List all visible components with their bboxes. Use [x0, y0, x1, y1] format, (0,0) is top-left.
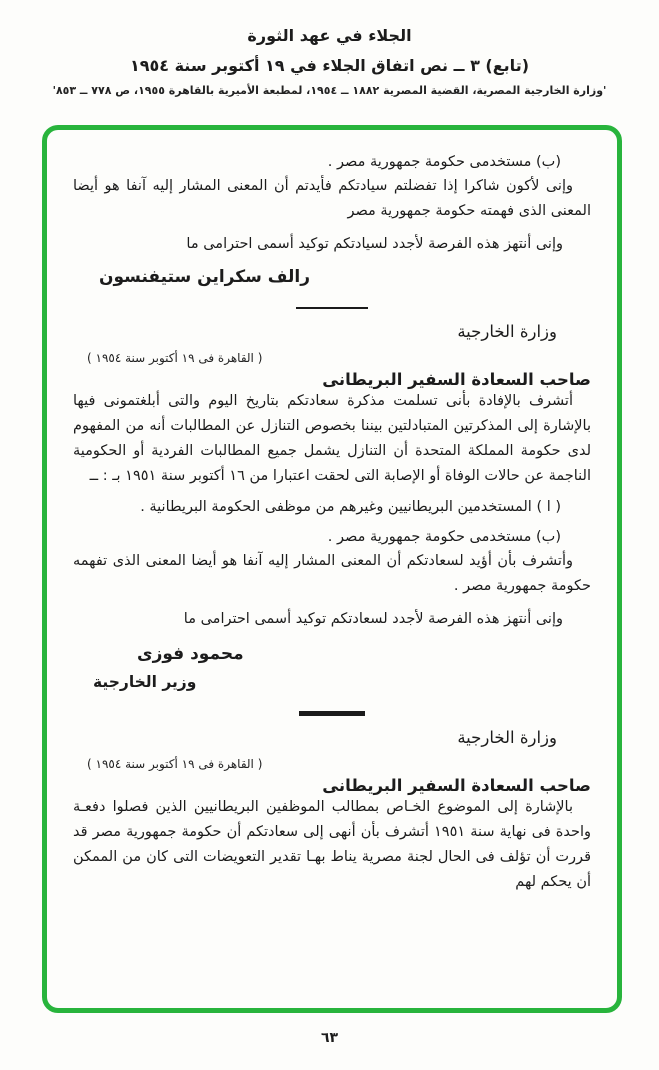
letter2-list-item-a: ( ا ) المستخدمين البريطانيين وغيرهم من موظفى الحكومة البريطانية .: [140, 498, 561, 515]
section-divider-thick: [299, 711, 365, 716]
letter2-closing: وإنى أنتهز هذه الفرصة لأجدد لسعادتكم توكيد أسمى احترامى ما: [183, 611, 563, 628]
letter2-confirmation-paragraph: وأتشرف بأن أؤيد لسعادتكم أن المعنى المشار إليه آنفا هو أيضا المعنى الذى تفهمه حكومة جمهورية مصر .: [73, 553, 591, 595]
letter2-salutation: صاحب السعادة السفير البريطانى: [322, 370, 591, 390]
letter2-signature-title: وزير الخارجية: [93, 673, 197, 692]
section-subtitle: (تابع) ٣ ــ نص اتفاق الجلاء في ١٩ أكتوبر سنة ١٩٥٤: [129, 56, 530, 75]
letter2-ministry-heading: وزارة الخارجية: [457, 322, 557, 342]
letter2-date: ( القاهرة فى ١٩ أكتوبر سنة ١٩٥٤ ): [87, 351, 263, 366]
letter3-date: ( القاهرة فى ١٩ أكتوبر سنة ١٩٥٤ ): [87, 757, 263, 772]
letter3-salutation: صاحب السعادة السفير البريطانى: [322, 776, 591, 796]
book-chapter-title: الجلاء في عهد الثورة: [247, 26, 412, 45]
source-citation: 'وزارة الخارجية المصرية، القضية المصرية ١٨٨٢ ــ ١٩٥٤، لمطبعة الأميرية بالقاهرة ١٩٥٥، ص ٧٧٨ ــ ٨٥٣': [52, 84, 607, 97]
section-divider-thin: [296, 307, 368, 309]
letter2-body: أتشرف بالإفادة بأنى تسلمت مذكرة سعادتكم بتاريخ اليوم والتى أبلغتمونى فيها بالإشارة إلى المذكرتين المتبادلتين بيننا بخصوص التنازل عن المطالبات أنه من المفهوم لدى حكومة المملكة المتحدة أن التنازل يشمل جميع المطالبات الفردية أو الحكومية الناجمة عن حالات الوفاة أو الإصابة التى لحقت اعتبارا من ١٦ أكتوبر سنة ١٩٥١ بـ : ــ: [73, 393, 591, 484]
letter1-signature: رالف سكراين ستيفنسون: [99, 267, 311, 288]
letter1-closing: وإنى أنتهز هذه الفرصة لأجدد لسيادتكم توكيد أسمى احترامى ما: [186, 236, 563, 253]
letter1-list-item-b: (ب) مستخدمى حكومة جمهورية مصر .: [327, 154, 561, 170]
letter2-signature-name: محمود فوزى: [137, 644, 244, 665]
page-number: ٦٣: [320, 1030, 339, 1046]
letter2-list-item-b: (ب) مستخدمى حكومة جمهورية مصر .: [327, 528, 561, 545]
letter3-ministry-heading: وزارة الخارجية: [457, 728, 557, 748]
annotation-highlight-box: [42, 125, 622, 1013]
page-header: [0, 0, 659, 97]
letter3-body: بالإشارة إلى الموضوع الخـاص بمطالب الموظفين البريطانيين الذين فصلوا دفعـة واحدة فى نهاية سنة ١٩٥١ أتشرف بأن أنهى إلى سعادتكم أن حكومة جمهورية مصر قد قررت أن تؤلف فى الحال لجنة مصرية يناط بهـا تقدير التعويضات التى كان من الممكن أن يحكم لهم: [73, 799, 591, 890]
letter1-paragraph: وإنى لأكون شاكرا إذا تفضلتم سيادتكم فأيدتم أن المعنى المشار إليه آنفا هو أيضا المعنى الذى فهمته حكومة جمهورية مصر: [73, 178, 591, 220]
